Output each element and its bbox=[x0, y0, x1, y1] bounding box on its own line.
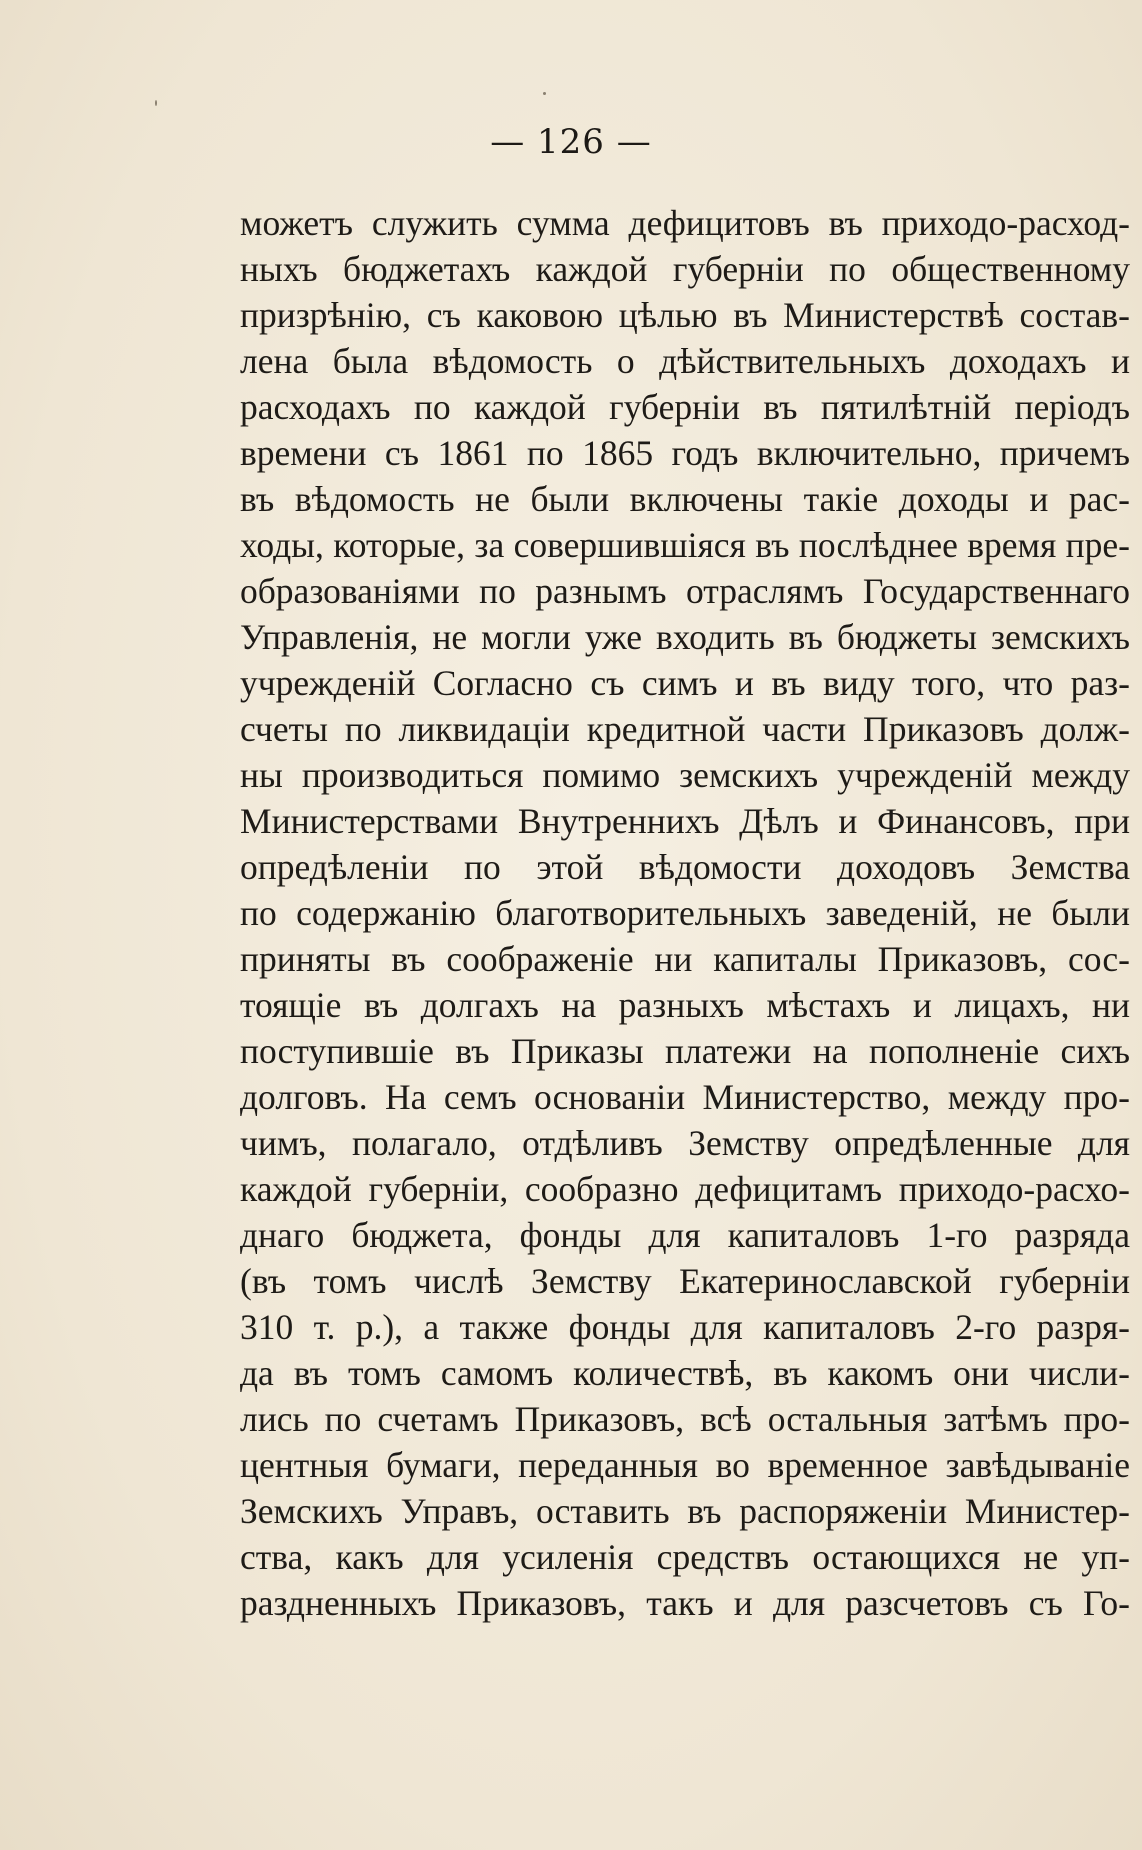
paper-speck bbox=[543, 92, 546, 95]
text-line: можетъ служить сумма дефицитовъ въ приходо-расход- bbox=[240, 203, 1130, 243]
text-line: (въ томъ числѣ Земству Екатеринославской губерніи bbox=[240, 1261, 1130, 1301]
text-line: каждой губерніи, сообразно дефицитамъ приходо-расхо- bbox=[240, 1169, 1130, 1209]
text-line: Земскихъ Управъ, оставить въ распоряженіи Министер- bbox=[240, 1491, 1130, 1531]
page-number: — 126 — bbox=[490, 122, 652, 162]
text-line: учрежденій Согласно съ симъ и въ виду того, что раз- bbox=[240, 663, 1130, 703]
text-line: лись по счетамъ Приказовъ, всѣ остальныя затѣмъ про- bbox=[240, 1399, 1130, 1439]
text-line: долговъ. На семъ основаніи Министерство, между про- bbox=[240, 1077, 1130, 1117]
text-line: да въ томъ самомъ количествѣ, въ какомъ они числи- bbox=[240, 1353, 1130, 1393]
text-line: чимъ, полагало, отдѣливъ Земству опредѣленные для bbox=[240, 1123, 1130, 1163]
text-line: тоящіе въ долгахъ на разныхъ мѣстахъ и лицахъ, ни bbox=[240, 985, 1130, 1025]
text-line: ходы, которые, за совершившіяся въ послѣднее время пре- bbox=[240, 525, 1130, 565]
paper-speck bbox=[155, 100, 157, 106]
text-line: раздненныхъ Приказовъ, такъ и для разсчетовъ съ Го- bbox=[240, 1583, 1130, 1623]
text-line: 310 т. р.), а также фонды для капиталовъ 2-го разря- bbox=[240, 1307, 1130, 1347]
text-line: центныя бумаги, переданныя во временное завѣдываніе bbox=[240, 1445, 1130, 1485]
text-line: Министерствами Внутреннихъ Дѣлъ и Финансовъ, при bbox=[240, 801, 1130, 841]
text-line: въ вѣдомость не были включены такіе доходы и рас- bbox=[240, 479, 1130, 519]
text-line: поступившіе въ Приказы платежи на пополненіе сихъ bbox=[240, 1031, 1130, 1071]
text-line: опредѣленіи по этой вѣдомости доходовъ Земства bbox=[240, 847, 1130, 887]
text-line: ныхъ бюджетахъ каждой губерніи по общественному bbox=[240, 249, 1130, 289]
text-line: образованіями по разнымъ отраслямъ Государственнаго bbox=[240, 571, 1130, 611]
text-line: расходахъ по каждой губерніи въ пятилѣтній періодъ bbox=[240, 387, 1130, 427]
text-line: Управленія, не могли уже входить въ бюджеты земскихъ bbox=[240, 617, 1130, 657]
text-line: времени съ 1861 по 1865 годъ включительно, причемъ bbox=[240, 433, 1130, 473]
text-line: приняты въ соображеніе ни капиталы Приказовъ, сос- bbox=[240, 939, 1130, 979]
text-line: призрѣнію, съ каковою цѣлью въ Министерствѣ состав- bbox=[240, 295, 1130, 335]
text-line: по содержанію благотворительныхъ заведеній, не были bbox=[240, 893, 1130, 933]
text-line: днаго бюджета, фонды для капиталовъ 1-го разряда bbox=[240, 1215, 1130, 1255]
text-line: ны производиться помимо земскихъ учрежденій между bbox=[240, 755, 1130, 795]
text-line: лена была вѣдомость о дѣйствительныхъ доходахъ и bbox=[240, 341, 1130, 381]
text-line: счеты по ликвидаціи кредитной части Приказовъ долж- bbox=[240, 709, 1130, 749]
page-body-text bbox=[240, 200, 1130, 1626]
text-line: ства, какъ для усиленія средствъ остающихся не уп- bbox=[240, 1537, 1130, 1577]
